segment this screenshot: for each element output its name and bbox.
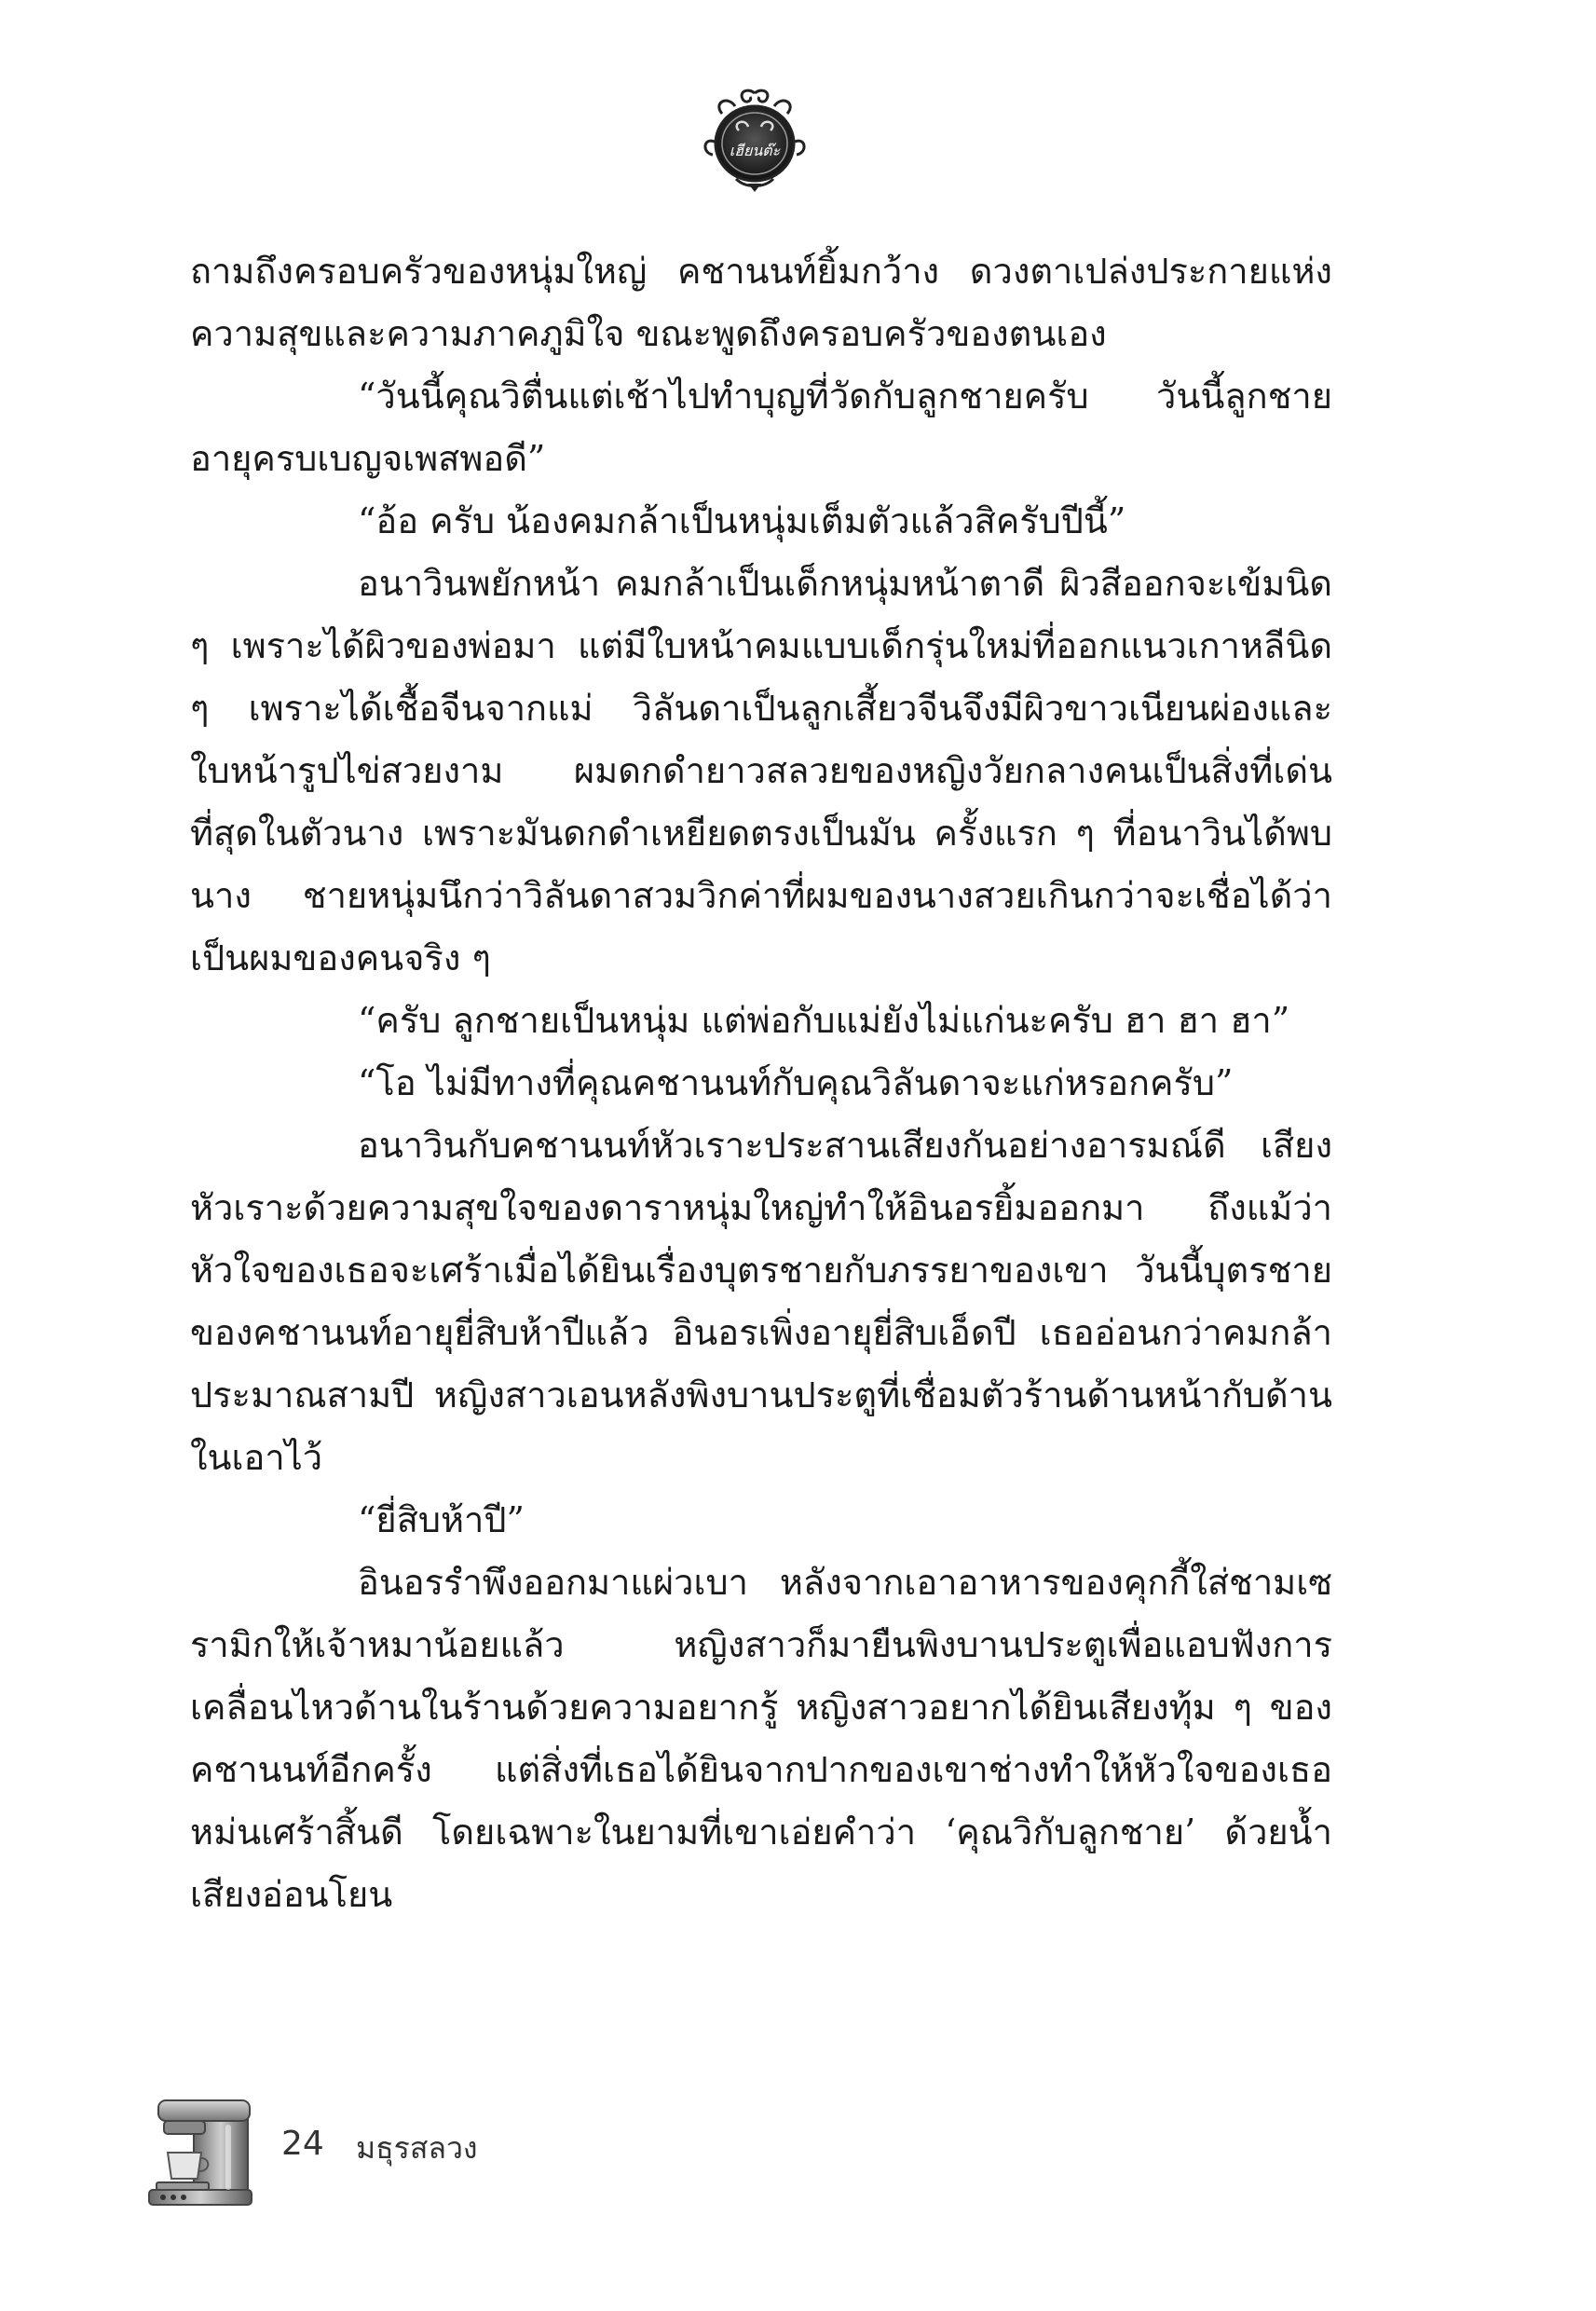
- page-number: 24: [281, 2125, 324, 2163]
- paragraph: อนาวินพยักหน้า คมกล้าเป็นเด็กหนุ่มหน้าตาดี ผิวสีออกจะเข้มนิด ๆ เพราะได้ผิวของพ่อมา แต่มีใบหน้าคมแบบเด็กรุ่นใหม่ที่ออกแนวเกาหลีนิด ๆ เพราะได้เชื้อจีนจากแม่ วิลันดาเป็นลูกเสี้ยวจีนจึงมีผิวขาวเนียนผ่องและใบหน้ารูปไข่สวยงาม ผมดกดำยาวสลวยของหญิงวัยกลางคนเป็นสิ่งที่เด่นที่สุดในตัวนาง เพราะมันดกดำเหยียดตรงเป็นมัน ครั้งแรก ๆ ที่อนาวินได้พบนาง ชายหนุ่มนึกว่าวิลันดาสวมวิกค่าที่ผมของนางสวยเกินกว่าจะเชื่อได้ว่าเป็นผมของคนจริง ๆ: [190, 563, 1332, 978]
- page-body: [190, 240, 1332, 1926]
- paragraph: อินอรรำพึงออกมาแผ่วเบา หลังจากเอาอาหารของคุกกี้ใส่ชามเซรามิกให้เจ้าหมาน้อยแล้ว หญิงสาวก็มายืนพิงบานประตูเพื่อแอบฟังการเคลื่อนไหวด้านในร้านด้วยความอยากรู้ หญิงสาวอยากได้ยินเสียงทุ้ม ๆ ของคชานนท์อีกครั้ง แต่สิ่งที่เธอได้ยินจากปากของเขาช่างทำให้หัวใจของเธอหม่นเศร้าสิ้นดี โดยเฉพาะในยามที่เขาเอ่ยคำว่า ‘คุณวิกับลูกชาย’ ด้วยน้ำเสียงอ่อนโยน: [190, 1562, 1332, 1915]
- page-footer: [140, 2097, 792, 2208]
- paragraph: “ครับ ลูกชายเป็นหนุ่ม แต่พ่อกับแม่ยังไม่แก่นะครับ ฮา ฮา ฮา”: [358, 1000, 1290, 1041]
- paragraph: “โอ ไม่มีทางที่คุณคชานนท์กับคุณวิลันดาจะแก่หรอกครับ”: [358, 1062, 1234, 1103]
- paragraph: “อ้อ ครับ น้องคมกล้าเป็นหนุ่มเต็มตัวแล้วสิครับปีนี้”: [358, 500, 1126, 541]
- paragraph: อนาวินกับคชานนท์หัวเราะประสานเสียงกันอย่างอารมณ์ดี เสียงหัวเราะด้วยความสุขใจของดาราหนุ่มใหญ่ทำให้อินอรยิ้มออกมา ถึงแม้ว่าหัวใจของเธอจะเศร้าเมื่อได้ยินเรื่องบุตรชายกับภรรยาของเขา วันนี้บุตรชายของคชานนท์อายุยี่สิบห้าปีแล้ว อินอรเพิ่งอายุยี่สิบเอ็ดปี เธออ่อนกว่าคมกล้าประมาณสามปี หญิงสาวเอนหลังพิงบานประตูที่เชื่อมตัวร้านด้านหน้ากับด้านในเอาไว้: [190, 1125, 1332, 1478]
- paragraph: “วันนี้คุณวิตื่นแต่เช้าไปทำบุญที่วัดกับลูกชายครับ วันนี้ลูกชายอายุครบเบญจเพสพอดี”: [190, 376, 1332, 479]
- logo-text: เฮียนต๊ะ: [729, 142, 781, 159]
- paragraph: “ยี่สิบห้าปี”: [358, 1499, 525, 1540]
- coffee-machine-icon: [140, 2097, 261, 2208]
- book-title: มธุรสลวง: [356, 2130, 478, 2166]
- paragraph: ถามถึงครอบครัวของหนุ่มใหญ่ คชานนท์ยิ้มกว้าง ดวงตาเปล่งประกายแห่งความสุขและความภาคภูมิใจ ขณะพูดถึงครอบครัวของตนเอง: [190, 251, 1332, 354]
- ornamental-crest-icon: [694, 86, 815, 193]
- header-logo: [694, 86, 815, 193]
